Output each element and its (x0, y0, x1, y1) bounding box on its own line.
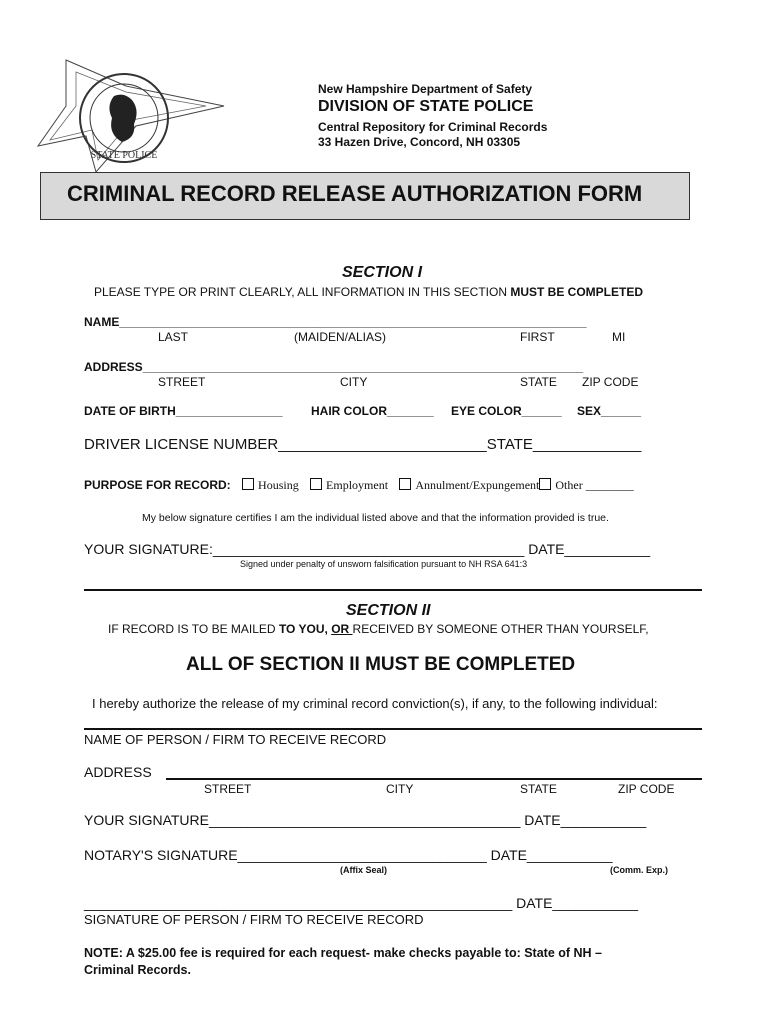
division-name: DIVISION OF STATE POLICE (318, 98, 534, 115)
name-person-field[interactable]: NAME OF PERSON / FIRM TO RECEIVE RECORD (84, 732, 387, 747)
s2-address-sub-city: CITY (386, 782, 414, 796)
name-field[interactable]: NAME______________________________________________________________________ (84, 315, 587, 329)
state-police-seal (36, 56, 226, 174)
affix-seal-note: (Affix Seal) (340, 865, 388, 875)
section2-address-line[interactable] (166, 778, 702, 780)
hair-color-field[interactable]: HAIR COLOR_______ (311, 404, 434, 418)
recipient-signature-label: SIGNATURE OF PERSON / FIRM TO RECEIVE RECORD (84, 912, 424, 927)
section-divider (84, 589, 702, 591)
notary-signature-field[interactable]: NOTARY'S SIGNATURE________________________________ DATE___________ (84, 847, 613, 863)
dept-name: New Hampshire Department of Safety (318, 82, 533, 96)
checkbox-employment[interactable] (310, 478, 322, 490)
sex-field[interactable]: SEX______ (577, 404, 642, 418)
purpose-row: PURPOSE FOR RECORD: Housing Employment Annulment/Expungement Other ________ (84, 478, 634, 492)
address-sub-street: STREET (158, 375, 206, 389)
section2-title: SECTION II (346, 602, 431, 619)
form-title: CRIMINAL RECORD RELEASE AUTHORIZATION FORM (67, 181, 643, 206)
fee-note: NOTE: A $25.00 fee is required for each request- make checks payable to: State of NH – (84, 946, 603, 960)
authorize-text: I hereby authorize the release of my criminal record conviction(s), if any, to the following individual: (92, 696, 658, 711)
s2-address-sub-zip: ZIP CODE (618, 782, 675, 796)
section1-instruction: PLEASE TYPE OR PRINT CLEARLY, ALL INFORMATION IN THIS SECTION MUST BE COMPLETED (94, 285, 644, 299)
address-sub-state: STATE (520, 375, 557, 389)
address-sub-zip: ZIP CODE (582, 375, 639, 389)
your-signature-field[interactable]: YOUR SIGNATURE:________________________________________ DATE___________ (84, 541, 651, 557)
section2-address-label: ADDRESS (84, 764, 152, 780)
name-sub-maiden: (MAIDEN/ALIAS) (294, 330, 387, 344)
name-sub-last: LAST (158, 330, 189, 344)
address-sub-city: CITY (340, 375, 368, 389)
seal-text: STATE POLICE (90, 150, 158, 161)
s2-your-signature-field[interactable]: YOUR SIGNATURE________________________________________ DATE___________ (84, 812, 647, 828)
section2-instruction: IF RECORD IS TO BE MAILED TO YOU, OR RECEIVED BY SOMEONE OTHER THAN YOURSELF, (108, 622, 649, 636)
fee-note-line2: Criminal Records. (84, 963, 191, 977)
name-sub-first: FIRST (520, 330, 555, 344)
checkbox-housing[interactable] (242, 478, 254, 490)
checkbox-annulment[interactable] (399, 478, 411, 490)
form-title-box (40, 172, 690, 220)
driver-license-field[interactable]: DRIVER LICENSE NUMBER_________________________STATE_____________ (84, 436, 642, 453)
comm-exp-note: (Comm. Exp.) (610, 865, 669, 875)
purpose-label: PURPOSE FOR RECORD: (84, 478, 231, 492)
recipient-signature-field[interactable]: _______________________________________________________ DATE___________ (84, 895, 639, 911)
address-field[interactable]: ADDRESS__________________________________________________________________ (84, 360, 584, 374)
dob-field[interactable]: DATE OF BIRTH________________ (84, 404, 283, 418)
checkbox-other[interactable] (539, 478, 551, 490)
name-sub-mi: MI (612, 330, 626, 344)
certify-text: My below signature certifies I am the individual listed above and that the information provided is true. (142, 512, 609, 524)
repository-name: Central Repository for Criminal Records (318, 120, 548, 134)
name-person-line (84, 728, 702, 730)
header-address: 33 Hazen Drive, Concord, NH 03305 (318, 135, 521, 149)
eye-color-field[interactable]: EYE COLOR______ (451, 404, 562, 418)
section2-must-complete: ALL OF SECTION II MUST BE COMPLETED (186, 654, 576, 675)
s2-address-sub-street: STREET (204, 782, 252, 796)
penalty-note: Signed under penalty of unsworn falsification pursuant to NH RSA 641:3 (240, 559, 528, 569)
s2-address-sub-state: STATE (520, 782, 557, 796)
section1-title: SECTION I (342, 264, 423, 281)
